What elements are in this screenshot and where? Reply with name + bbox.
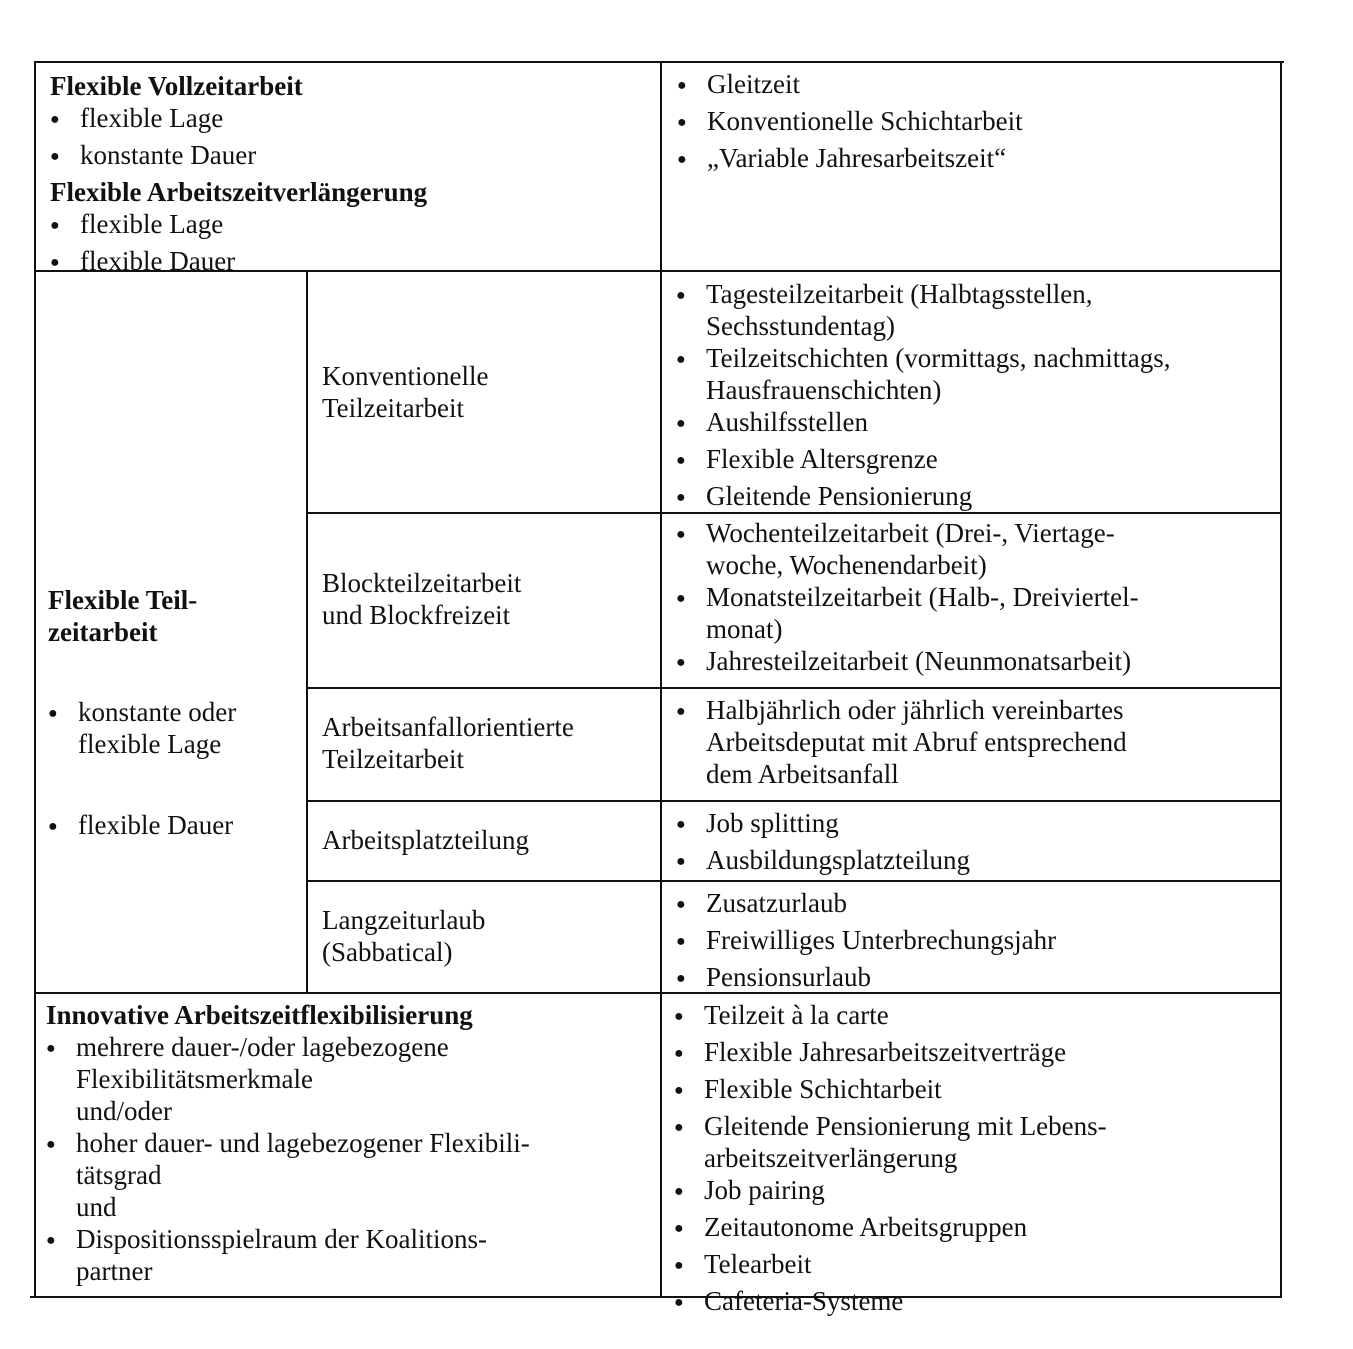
bullet-icon (50, 139, 80, 176)
list-item: ● Halbjährlich oder jährlich vereinbartes Arbeitsdeputat mit Abruf entsprechend dem Arbeitsanfall (676, 694, 1276, 790)
bullet-icon (674, 1248, 704, 1285)
section1-description (50, 70, 650, 282)
section3-examples (674, 999, 1274, 1322)
bullet-icon (674, 1211, 704, 1248)
bullet-icon (674, 1036, 704, 1073)
section3-description (46, 999, 651, 1287)
list-item: ● flexible Lage (50, 102, 650, 139)
bullet-icon (48, 696, 78, 733)
list-item: ● Teilzeit à la carte (674, 999, 1274, 1036)
row-examples-arbeitsanfall (676, 694, 1276, 790)
bullet-icon (46, 1031, 76, 1068)
bullet-icon (676, 342, 706, 379)
conjunction-text: und/oder (76, 1096, 172, 1126)
bullet-icon (677, 68, 707, 105)
bullet-icon (676, 961, 706, 998)
bullet-icon (50, 102, 80, 139)
bullet-icon (677, 105, 707, 142)
border-left (34, 61, 36, 1298)
row-examples-block (676, 517, 1276, 682)
heading-flexible-teilzeitarbeit: Flexible Teil- (48, 585, 198, 615)
row-label-langzeiturlaub: Langzeiturlaub (Sabbatical) (322, 905, 486, 967)
bullet-icon (676, 517, 706, 554)
section2-item-dauer (48, 809, 303, 846)
bullet-icon (676, 278, 706, 315)
bullet-icon (48, 809, 78, 846)
list-item: ● Gleitzeit (677, 68, 1272, 105)
list-item: ● mehrere dauer-/oder lagebezogene Flexibilitätsmerkmale und/oder (46, 1031, 651, 1127)
bullet-icon (676, 694, 706, 731)
list-item: ● konstante Dauer (50, 139, 650, 176)
bullet-icon (674, 1073, 704, 1110)
list-item: ● flexible Lage (50, 208, 650, 245)
list-item: ● hoher dauer- und lagebezogener Flexibili- tätsgrad und (46, 1127, 651, 1223)
border-right (1280, 61, 1282, 1298)
list-item: ● Tagesteilzeitarbeit (Halbtagsstellen, Sechsstundentag) (676, 278, 1276, 342)
bullet-icon (50, 208, 80, 245)
list-item: ● Monatsteilzeitarbeit (Halb-, Dreiviertel- monat) (676, 581, 1276, 645)
bullet-icon (676, 887, 706, 924)
divider-row3 (306, 800, 1282, 802)
list-item: ● Freiwilliges Unterbrechungsjahr (676, 924, 1276, 961)
section2-item-lage (48, 696, 303, 760)
bullet-icon (676, 924, 706, 961)
bullet-icon (674, 999, 704, 1036)
bullet-icon (674, 1110, 704, 1147)
list-item: ● Cafeteria-Systeme (674, 1285, 1274, 1322)
list-item: ● Jahresteilzeitarbeit (Neunmonatsarbeit) (676, 645, 1276, 682)
bullet-icon (676, 581, 706, 618)
bullet-icon (676, 844, 706, 881)
bullet-icon (674, 1285, 704, 1322)
list-item: ● Flexible Jahresarbeitszeitverträge (674, 1036, 1274, 1073)
bullet-icon (676, 645, 706, 682)
border-top (34, 61, 1284, 63)
bullet-icon (50, 245, 80, 282)
bullet-icon (677, 142, 707, 179)
list-item: ● Telearbeit (674, 1248, 1274, 1285)
list-item: ● Zeitautonome Arbeitsgruppen (674, 1211, 1274, 1248)
section2-description (48, 584, 303, 648)
list-item: ● Zusatzurlaub (676, 887, 1276, 924)
list-item: ● Ausbildungsplatzteilung (676, 844, 1276, 881)
divider-middle (660, 61, 662, 1298)
heading-flexible-vollzeitarbeit: Flexible Vollzeitarbeit (50, 71, 303, 101)
heading-innovative: Innovative Arbeitszeitflexibilisierung (46, 1000, 473, 1030)
list-item: ● „Variable Jahresarbeitszeit“ (677, 142, 1272, 179)
list-item: ● flexible Dauer (48, 809, 303, 846)
row-examples-arbeitsplatzteilung (676, 807, 1276, 881)
heading-flexible-teilzeitarbeit-cont: zeitarbeit (48, 617, 158, 647)
row-examples-konventionelle (676, 278, 1276, 517)
bullet-icon (46, 1223, 76, 1260)
bullet-icon (676, 807, 706, 844)
bullet-icon (46, 1127, 76, 1164)
row-label-konventionelle: Konventionelle Teilzeitarbeit (322, 361, 489, 423)
list-item: ● Wochenteilzeitarbeit (Drei-, Viertage- woche, Wochenendarbeit) (676, 517, 1276, 581)
list-item: ● Teilzeitschichten (vormittags, nachmittags, Hausfrauenschichten) (676, 342, 1276, 406)
list-item: ● Aushilfsstellen (676, 406, 1276, 443)
row-label-block: Blockteilzeitarbeit und Blockfreizeit (322, 568, 522, 630)
list-item: ● Job splitting (676, 807, 1276, 844)
divider-row2 (306, 687, 1282, 689)
divider-sublabel (306, 270, 308, 994)
list-item: ● Flexible Altersgrenze (676, 443, 1276, 480)
row-examples-langzeiturlaub (676, 887, 1276, 998)
list-item: ● Gleitende Pensionierung mit Lebens- arbeitszeitverlängerung (674, 1110, 1274, 1174)
list-item: ● Gleitende Pensionierung (676, 480, 1276, 517)
bullet-icon (674, 1174, 704, 1211)
list-item: ● Dispositionsspielraum der Koalitions- partner (46, 1223, 651, 1287)
conjunction-text: und (76, 1192, 117, 1222)
row-label-arbeitsanfall: Arbeitsanfallorientierte Teilzeitarbeit (322, 712, 574, 774)
list-item: ● Pensionsurlaub (676, 961, 1276, 998)
bullet-icon (676, 406, 706, 443)
list-item: ● Flexible Schichtarbeit (674, 1073, 1274, 1110)
list-item: ● flexible Dauer (50, 245, 650, 282)
heading-flexible-arbeitszeitverlaengerung: Flexible Arbeitszeitverlängerung (50, 177, 428, 207)
list-item: ● Konventionelle Schichtarbeit (677, 105, 1272, 142)
list-item: ● Job pairing (674, 1174, 1274, 1211)
section1-examples (677, 68, 1272, 179)
bullet-icon (676, 480, 706, 517)
bullet-icon (676, 443, 706, 480)
list-item: ● konstante oder flexible Lage (48, 696, 303, 760)
row-label-arbeitsplatzteilung: Arbeitsplatzteilung (322, 825, 529, 855)
